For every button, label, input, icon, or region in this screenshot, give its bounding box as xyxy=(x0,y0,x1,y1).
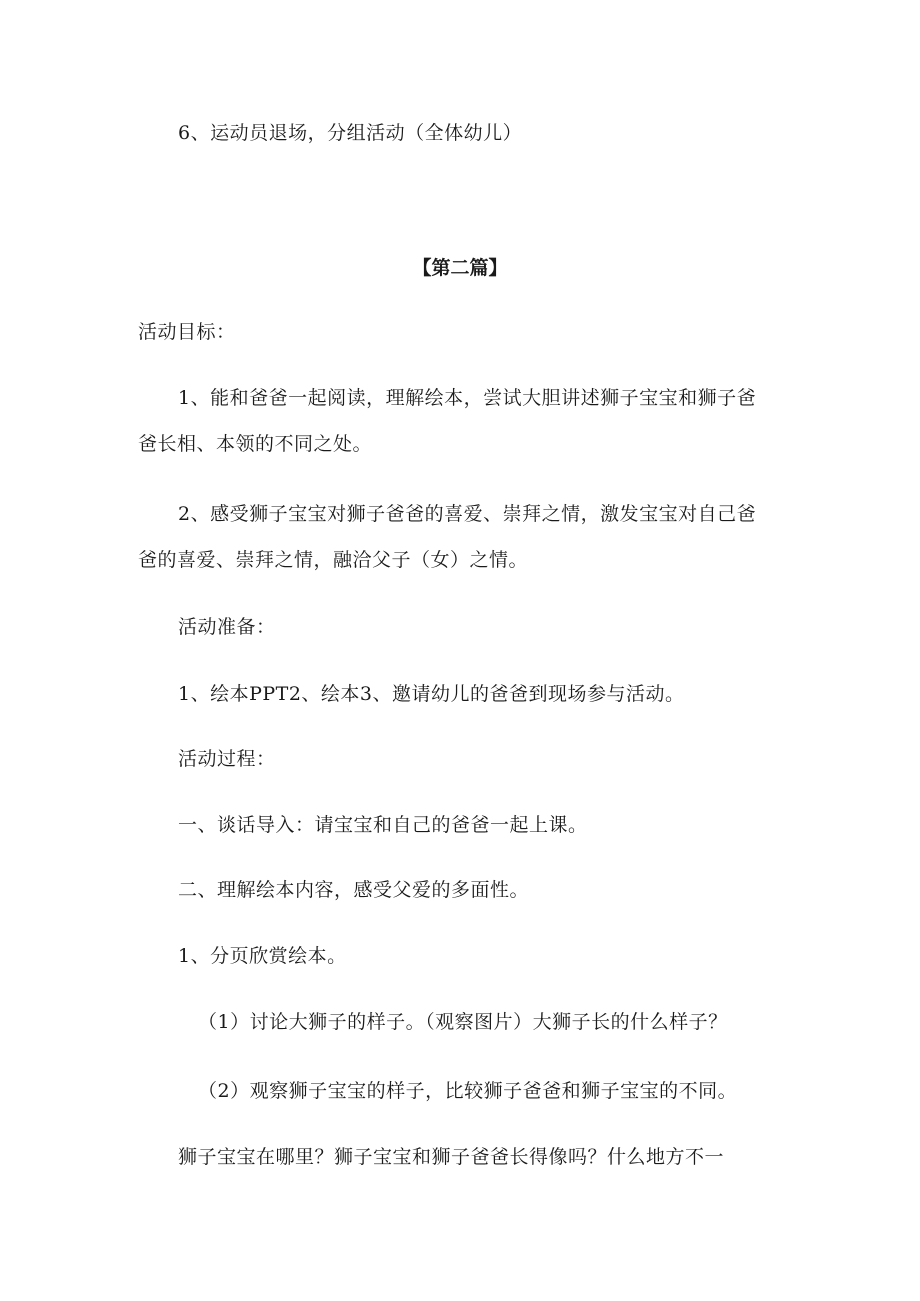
goal-2-line-1: 2、感受狮子宝宝对狮子爸爸的喜爱、崇拜之情，激发宝宝对自己爸 xyxy=(178,503,757,525)
goal-1-line-1: 1、能和爸爸一起阅读，理解绘本，尝试大胆讲述狮子宝宝和狮子爸 xyxy=(178,387,757,409)
question-2: （2）观察狮子宝宝的样子，比较狮子爸爸和狮子宝宝的不同。 xyxy=(198,1080,738,1102)
step-2-1: 1、分页欣赏绘本。 xyxy=(178,945,347,967)
list-item-6: 6、运动员退场，分组活动（全体幼儿） xyxy=(178,122,523,144)
goal-1-line-2: 爸长相、本领的不同之处。 xyxy=(138,433,373,455)
section-heading: 【第二篇】 xyxy=(412,257,508,279)
question-2-followup: 狮子宝宝在哪里？狮子宝宝和狮子爸爸长得像吗？什么地方不一 xyxy=(178,1146,725,1168)
prep-title: 活动准备： xyxy=(178,616,276,638)
goal-title: 活动目标： xyxy=(138,321,236,343)
step-1: 一、谈话导入：请宝宝和自己的爸爸一起上课。 xyxy=(178,814,588,836)
goal-2-line-2: 爸的喜爱、崇拜之情，融洽父子（女）之情。 xyxy=(138,549,529,571)
question-1: （1）讨论大狮子的样子。（观察图片）大狮子长的什么样子？ xyxy=(198,1011,728,1033)
process-title: 活动过程： xyxy=(178,748,276,770)
prep-item-1: 1、绘本PPT2、绘本3、邀请幼儿的爸爸到现场参与活动。 xyxy=(178,683,685,705)
step-2: 二、理解绘本内容，感受父爱的多面性。 xyxy=(178,879,530,901)
